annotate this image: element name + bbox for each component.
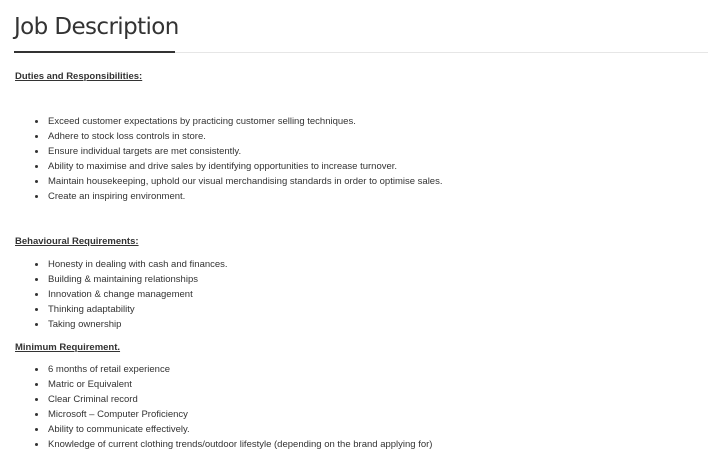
list-item bbox=[15, 272, 228, 287]
list-item-text: Thinking adaptability bbox=[48, 304, 135, 315]
bullet-icon bbox=[35, 150, 38, 153]
bullet-icon bbox=[35, 308, 38, 311]
list-item bbox=[15, 302, 228, 317]
list-item-text: Ability to communicate effectively. bbox=[48, 424, 190, 435]
bullet-icon bbox=[35, 180, 38, 183]
list-item bbox=[15, 144, 442, 159]
bullet-icon bbox=[35, 120, 38, 123]
title-accent-underline bbox=[14, 51, 175, 53]
list-item-text: Honesty in dealing with cash and finances. bbox=[48, 259, 228, 270]
list-item bbox=[15, 287, 228, 302]
duties-list bbox=[15, 114, 442, 204]
list-item-text: Taking ownership bbox=[48, 319, 122, 330]
bullet-icon bbox=[35, 323, 38, 326]
list-item-text: Innovation & change management bbox=[48, 289, 193, 300]
list-item-text: Building & maintaining relationships bbox=[48, 274, 198, 285]
list-item bbox=[15, 189, 442, 204]
bullet-icon bbox=[35, 195, 38, 198]
duties-heading: Duties and Responsibilities: bbox=[15, 71, 143, 82]
bullet-icon bbox=[35, 398, 38, 401]
bullet-icon bbox=[35, 263, 38, 266]
bullet-icon bbox=[35, 428, 38, 431]
list-item-text: Ability to maximise and drive sales by identifying opportunities to increase turnover. bbox=[48, 161, 398, 172]
list-item bbox=[15, 114, 442, 129]
bullet-icon bbox=[35, 135, 38, 138]
list-item bbox=[15, 377, 432, 392]
list-item bbox=[15, 317, 228, 332]
bullet-icon bbox=[35, 293, 38, 296]
list-item bbox=[15, 422, 432, 437]
list-item-text: Knowledge of current clothing trends/outdoor lifestyle (depending on the brand applying for) bbox=[48, 439, 433, 450]
bullet-icon bbox=[35, 278, 38, 281]
bullet-icon bbox=[35, 165, 38, 168]
bullet-icon bbox=[35, 368, 38, 371]
behavioural-requirements-list bbox=[15, 257, 228, 332]
list-item-text: Exceed customer expectations by practicing customer selling techniques. bbox=[48, 116, 356, 127]
list-item bbox=[15, 362, 432, 377]
list-item bbox=[15, 407, 432, 422]
bullet-icon bbox=[35, 383, 38, 386]
list-item-text: Create an inspiring environment. bbox=[48, 191, 186, 202]
list-item bbox=[15, 159, 442, 174]
list-item-text: Matric or Equivalent bbox=[48, 379, 132, 390]
list-item bbox=[15, 437, 432, 452]
list-item-text: Ensure individual targets are met consistently. bbox=[48, 146, 242, 157]
list-item-text: Maintain housekeeping, uphold our visual merchandising standards in order to optimise sales. bbox=[48, 176, 443, 187]
list-item bbox=[15, 257, 228, 272]
minimum-requirement-heading: Minimum Requirement. bbox=[15, 342, 121, 353]
page-header bbox=[0, 0, 708, 54]
bullet-icon bbox=[35, 443, 38, 446]
list-item-text: Microsoft – Computer Proficiency bbox=[48, 409, 188, 420]
minimum-requirement-list bbox=[15, 362, 432, 452]
bullet-icon bbox=[35, 413, 38, 416]
behavioural-requirements-heading: Behavioural Requirements: bbox=[15, 236, 139, 247]
list-item-text: Adhere to stock loss controls in store. bbox=[48, 131, 206, 142]
list-item bbox=[15, 392, 432, 407]
page-title: Job Description bbox=[14, 14, 179, 40]
list-item-text: Clear Criminal record bbox=[48, 394, 138, 405]
list-item bbox=[15, 129, 442, 144]
list-item bbox=[15, 174, 442, 189]
list-item-text: 6 months of retail experience bbox=[48, 364, 170, 375]
